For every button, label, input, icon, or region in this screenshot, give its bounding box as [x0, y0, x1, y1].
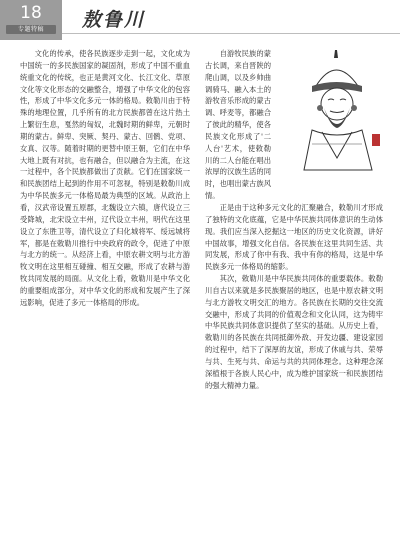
- page-header: [0, 0, 400, 40]
- issue-number: 18: [20, 3, 42, 23]
- header-rule: [62, 33, 400, 34]
- issue-badge: [0, 0, 62, 40]
- section-label: 专题特稿: [6, 25, 56, 34]
- left-column: [20, 48, 190, 309]
- magazine-title: 敖鲁川: [82, 9, 146, 31]
- portrait-illustration: [282, 48, 390, 172]
- right-top-paragraph: 自游牧民族的蒙古长调，来自晋陕的爬山调，以及乡帅曲调骑马、融入本土的游牧音乐形成的蒙古调、呼麦等，都融合了彼此的精华，使各民族文化形成了'二人台'艺术，使敕勒川的二人台能在唱出浓厚的汉族生活的同时，也唱出蒙古族风情。: [205, 49, 271, 201]
- right-paragraph-1: 正是由于这种多元文化的汇聚融合，敕勒川才形成了独特的文化底蕴，它是中华民族共同体意识的生动体现。我们应当深入挖掘这一地区的历史文化资源，讲好中国故事，增强文化自信。各民族在这里共同生活、共同发展，形成了你中有我、我中有你的格局，这是中华民族多元一体格局的缩影。: [205, 202, 383, 272]
- right-paragraph-2: 其次，敕勒川是中华民族共同体的重要载体。敕勒川自古以来就是多民族聚居的地区，也是中原农耕文明与北方游牧文明交汇的地方。各民族在长期的交往交流交融中，形成了共同的价值观念和文化认同，这为铸牢中华民族共同体意识提供了坚实的基础。从历史上看，敕勒川的各民族在共同抵御外敌、开发边疆、建设家园的过程中，结下了深厚的友谊，形成了休戚与共、荣辱与共、生死与共、命运与共的共同体理念。这种理念深深植根于各族人民心中，成为维护国家统一和民族团结的强大精神力量。: [205, 274, 383, 390]
- left-paragraph: 文化的传承，使各民族逐步走到一起，文化成为中国统一的多民族国家的凝固剂，形成了中国不重血统重文化的传统，也正是黄河文化、长江文化、草原文化等文化形态的交融整合，增强了中华文化的包容性，形成了中华文化多元一体的格局。敕勒川由于特殊的地理位置，几乎所有的北方民族都曾在这片热土上繁衍生息，戛然的匈奴，北魏时期的鲜卑，元朝时期的蒙古。鲜卑、突厥、契丹、蒙古、回鹘、党项、女真、汉等。随着时期的更替中原王朝，它们在中华大地上既有对抗，也有融合，但以融合为主流，在这一过程中，各个民族都做出了贡献。它们在国家统一和民族团结上起到的作用不可忽视，特别是敕勒川成为中华民族多元一体格局最为典型的区域。从政治上看，汉武帝设置五原郡，北魏设立六镇，唐代设立三受降城，北宋设立丰州，辽代设立丰州，明代在这里设立了东胜卫等，清代设立了归化城将军、绥远城将军，都是在敕勒川推行中央政府的政令，促进了中原与北方的统一。从经济上看，中原农耕文明与北方游牧文明在这里相互碰撞、相互交融，形成了农耕与游牧共同发展的局面。从文化上看，敕勒川是中华文化的重要组成部分，对中华文化的形成和发展产生了深远影响，促进了多元一体格局的形成。: [20, 49, 190, 307]
